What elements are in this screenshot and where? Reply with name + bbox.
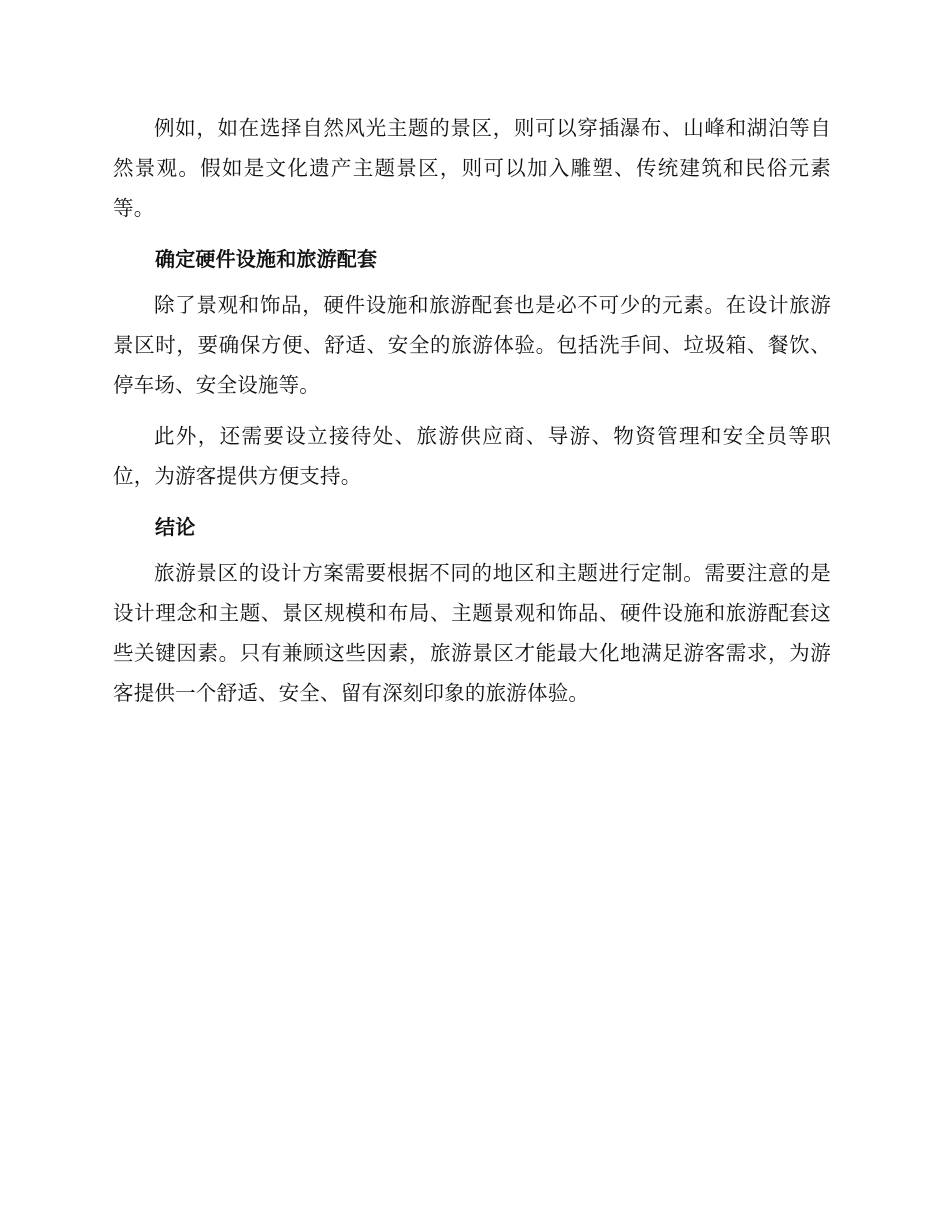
section-heading-conclusion: 结论 (155, 515, 196, 539)
paragraph-conclusion: 旅游景区的设计方案需要根据不同的地区和主题进行定制。需要注意的是设计理念和主题、景区规模和布局、主题景观和饰品、硬件设施和旅游配套这些关键因素。只有兼顾这些因素，旅游景区才能最大化地满足游客需求，为游客提供一个舒适、安全、留有深刻印象的旅游体验。 (113, 561, 831, 705)
paragraph-facilities: 除了景观和饰品，硬件设施和旅游配套也是必不可少的元素。在设计旅游景区时，要确保方便、舒适、安全的旅游体验。包括洗手间、垃圾箱、餐饮、停车场、安全设施等。 (113, 293, 831, 397)
section-heading-facilities: 确定硬件设施和旅游配套 (155, 247, 378, 271)
paragraph-natural-scenery-example: 例如，如在选择自然风光主题的景区，则可以穿插瀑布、山峰和湖泊等自然景观。假如是文化遗产主题景区，则可以加入雕塑、传统建筑和民俗元素等。 (113, 116, 831, 220)
document-body (113, 108, 831, 724)
paragraph-staff-positions: 此外，还需要设立接待处、旅游供应商、导游、物资管理和安全员等职位，为游客提供方便支持。 (113, 424, 831, 488)
